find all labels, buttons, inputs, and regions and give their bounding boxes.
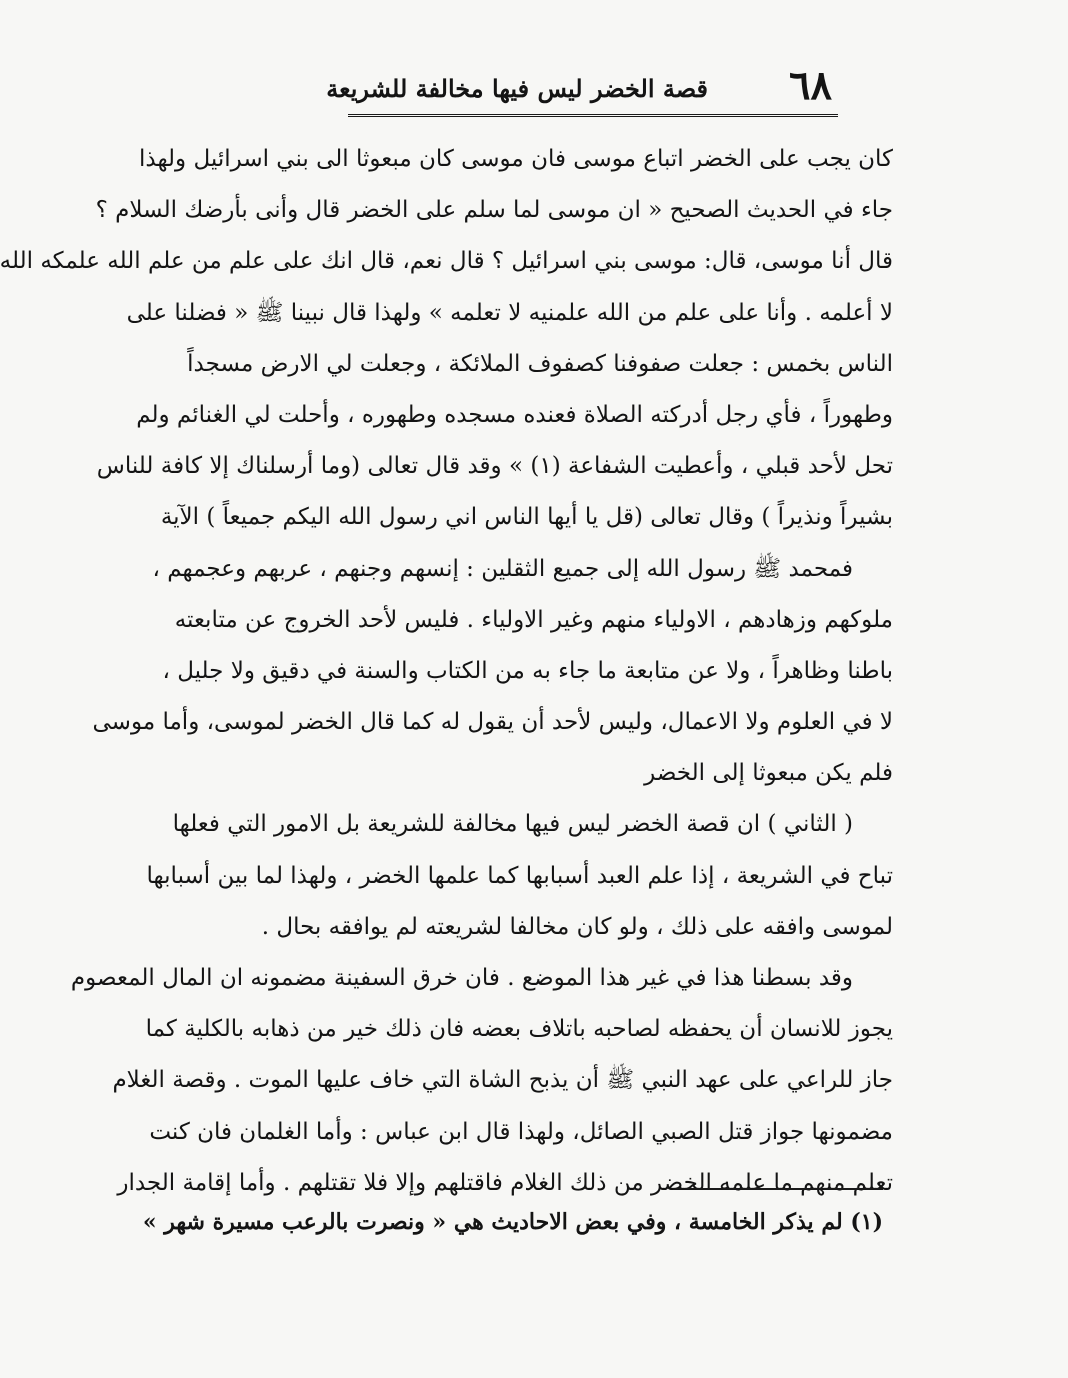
text-line: لموسى وافقه على ذلك ، ولو كان مخالفا لشريعته لم يوافقه بحال . bbox=[261, 913, 893, 940]
text-line: وقد بسطنا هذا في غير هذا الموضع . فان خرق السفينة مضمونه ان المال المعصوم bbox=[70, 965, 853, 991]
text-line: فلم يكن مبعوثا إلى الخضر bbox=[644, 760, 893, 787]
footnote-divider bbox=[673, 1188, 883, 1190]
text-line: ملوكهم وزهادهم ، الاولياء منهم وغير الاولياء . فليس لأحد الخروج عن متابعته bbox=[174, 606, 893, 633]
text-line: باطنا وظاهراً ، ولا عن متابعة ما جاء به من الكتاب والسنة في دقيق ولا جليل ، bbox=[162, 657, 893, 684]
text-line: تعلم منهم ما علمه الخضر من ذلك الغلام فاقتلهم وإلا فلا تقتلهم . وأما إقامة الجدار bbox=[117, 1169, 893, 1196]
text-line: تباح في الشريعة ، إذا علم العبد أسبابها كما علمها الخضر ، ولهذا لما بين أسبابها bbox=[146, 862, 893, 889]
text-line: لا في العلوم ولا الاعمال، وليس لأحد أن يقول له كما قال الخضر لموسى، وأما موسى bbox=[92, 709, 893, 736]
footnote: (١) لم يذكر الخامسة ، وفي بعض الاحاديث هي « ونصرت بالرعب مسيرة شهر » bbox=[142, 1209, 883, 1235]
text-line: يجوز للانسان أن يحفظه لصاحبه باتلاف بعضه فان ذلك خير من ذهابه بالكلية كما bbox=[145, 1016, 893, 1043]
text-line: الناس بخمس : جعلت صفوفنا كصفوف الملائكة ، وجعلت لي الارض مسجداً bbox=[187, 350, 893, 377]
text-line: مضمونها جواز قتل الصبي الصائل، ولهذا قال ابن عباس : وأما الغلمان فان كنت bbox=[149, 1118, 893, 1145]
body-text bbox=[0, 134, 893, 1209]
page-header bbox=[326, 62, 838, 117]
text-line: بشيراً ونذيراً ) وقال تعالى (قل يا أيها الناس اني رسول الله اليكم جميعاً ) الآية bbox=[160, 504, 893, 531]
running-title: قصة الخضر ليس فيها مخالفة للشريعة bbox=[326, 74, 708, 103]
text-line: فمحمد ﷺ رسول الله إلى جميع الثقلين : إنسهم وجنهم ، عربهم وعجمهم ، bbox=[152, 555, 853, 582]
text-line: وطهوراً ، فأي رجل أدركته الصلاة فعنده مسجده وطهوره ، وأحلت لي الغنائم ولم bbox=[136, 401, 893, 428]
text-line: جاء في الحديث الصحيح « ان موسى لما سلم على الخضر قال وأنى بأرضك السلام ؟ bbox=[95, 197, 893, 224]
text-line: جاز للراعي على عهد النبي ﷺ أن يذبح الشاة التي خاف عليها الموت . وقصة الغلام bbox=[112, 1067, 893, 1094]
text-line: تحل لأحد قبلي ، وأعطيت الشفاعة (١) » وقد قال تعالى (وما أرسلناك إلا كافة للناس bbox=[96, 453, 893, 480]
text-line: كان يجب على الخضر اتباع موسى فان موسى كان مبعوثا الى بني اسرائيل ولهذا bbox=[138, 146, 893, 172]
text-line: لا أعلمه . وأنا على علم من الله علمنيه لا تعلمه » ولهذا قال نبينا ﷺ « فضلنا على bbox=[126, 299, 893, 326]
page-number: ٦٨ bbox=[789, 62, 832, 109]
text-line: ( الثاني ) ان قصة الخضر ليس فيها مخالفة للشريعة بل الامور التي فعلها bbox=[172, 811, 853, 838]
text-line: قال أنا موسى، قال: موسى بني اسرائيل ؟ قال نعم، قال انك على علم من علم الله علمكه الله bbox=[0, 248, 893, 275]
